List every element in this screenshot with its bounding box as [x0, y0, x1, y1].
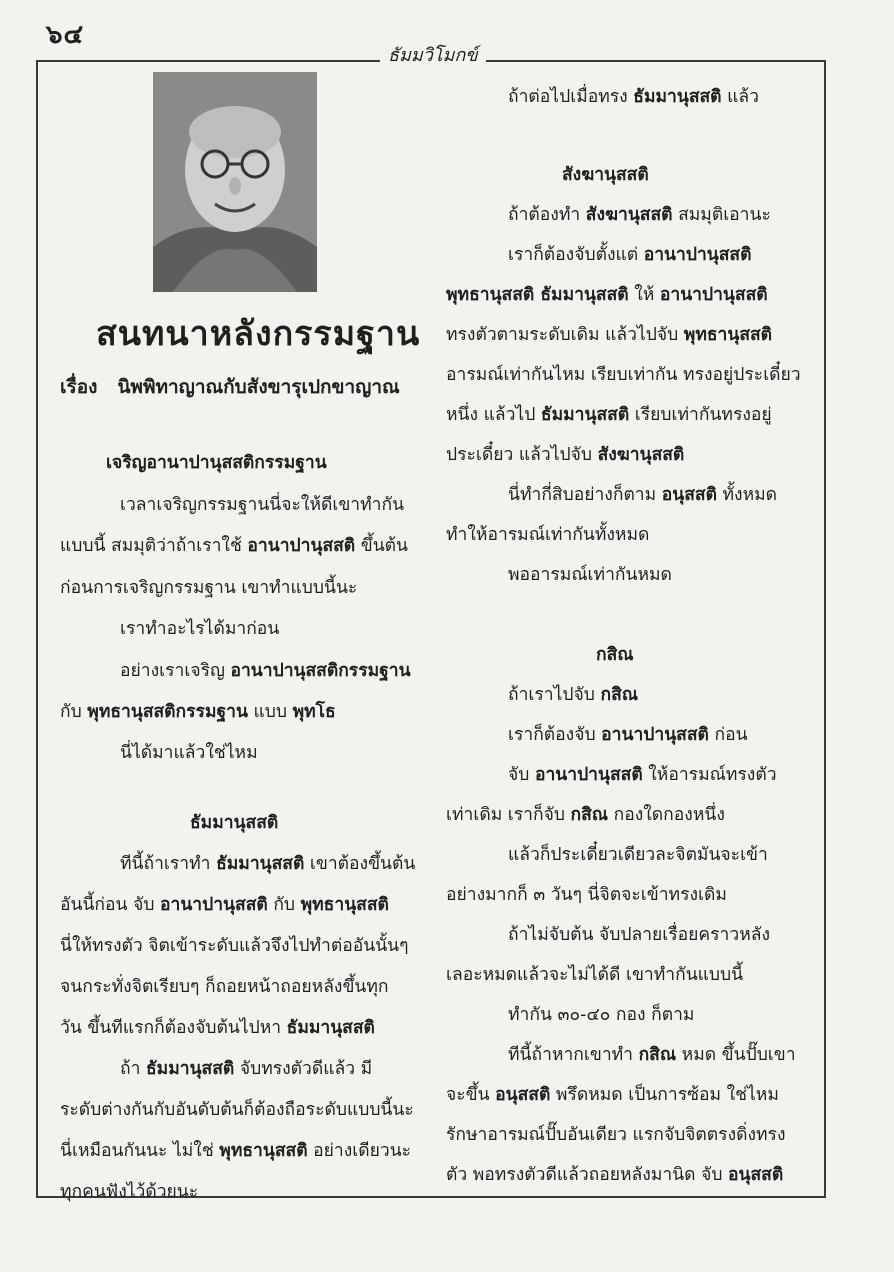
text-segment: ก่อนการเจริญกรรมฐาน เขาทำแบบนี้นะ — [60, 578, 358, 598]
bold-term: อนุสสติ — [661, 485, 717, 505]
story-line — [60, 372, 400, 402]
text-segment: กองใดกองหนึ่ง — [608, 805, 725, 825]
text-line — [508, 480, 777, 508]
text-line — [508, 720, 748, 748]
text-segment: อย่างเดียวนะ — [307, 1141, 412, 1161]
text-segment: ทุกคนฟังไว้ด้วยนะ — [60, 1182, 199, 1202]
text-segment: วัน ขึ้นทีแรกก็ต้องจับต้นไปหา — [60, 1018, 287, 1038]
text-segment: นี่เหมือนกันนะ ไม่ใช่ — [60, 1141, 220, 1161]
text-line — [508, 920, 770, 948]
text-segment: ให้ — [628, 285, 660, 305]
text-segment: เท่าเดิม เราก็จับ — [446, 805, 571, 825]
text-segment: ถ้าต่อไปเมื่อทรง — [508, 87, 634, 107]
story-subject: นิพพิทาญาณกับสังขารุเปกขาญาณ — [117, 376, 400, 398]
text-line — [446, 960, 743, 988]
text-line — [120, 738, 258, 766]
text-line — [446, 400, 772, 428]
text-line — [60, 890, 389, 918]
text-line — [508, 1040, 796, 1068]
text-line — [508, 840, 768, 868]
bold-term: อานาปานุสสติกรรมฐาน — [230, 661, 411, 681]
text-segment: หนึ่ง แล้วไป — [446, 405, 541, 425]
text-segment: ให้อารมณ์ทรงตัว — [642, 765, 777, 785]
text-line — [120, 614, 279, 642]
text-line — [446, 880, 727, 908]
text-segment: ถ้าต้องทำ — [508, 205, 586, 225]
text-segment: พรึดหมด เป็นการซ้อม ใช่ไหม — [550, 1085, 779, 1105]
bold-term: พุทธานุสสติกรรมฐาน — [87, 702, 248, 722]
text-segment: เราทำอะไรได้มาก่อน — [120, 619, 280, 639]
bold-term: สังฆานุสสติ — [585, 205, 673, 225]
text-line — [508, 240, 751, 268]
text-segment: พออารมณ์เท่ากันหมด — [508, 565, 672, 585]
bold-term: อนุสสติ — [728, 1165, 784, 1185]
bold-term: กสิณ — [570, 805, 609, 825]
text-segment: อารมณ์เท่ากันไหม เรียบเท่ากัน ทรงอยู่ประเดี๋ยว — [446, 365, 801, 385]
text-line — [60, 1177, 198, 1205]
story-label: เรื่อง — [60, 376, 98, 398]
text-line — [446, 360, 801, 388]
text-segment: ตัว พอทรงตัวดีแล้วถอยหลังมานิด จับ — [446, 1165, 729, 1185]
text-segment: ทำให้อารมณ์เท่ากันทั้งหมด — [446, 525, 650, 545]
text-segment: เวลาเจริญกรรมฐานนี่จะให้ดีเขาทำกัน — [120, 495, 405, 515]
bold-term: อานาปานุสสติ — [160, 895, 268, 915]
text-line — [446, 440, 684, 468]
text-segment: ระดับต่างกันกับอันดับต้นก็ต้องถือระดับแบบนี้นะ — [60, 1100, 414, 1120]
text-segment: ก่อน — [708, 725, 748, 745]
text-segment: เราก็ต้องจับ — [508, 725, 602, 745]
page-number: ๖๔ — [46, 20, 85, 50]
bold-term: ธัมมานุสสติ — [286, 1018, 375, 1038]
text-segment: สมมุติเอานะ — [672, 205, 771, 225]
bold-term: พุทธานุสสติ — [219, 1141, 308, 1161]
text-segment: ทำกัน ๓๐-๔๐ กอง ก็ตาม — [508, 1005, 695, 1025]
text-line — [446, 280, 768, 308]
bold-term: พุทธานุสสติ — [683, 325, 773, 345]
bold-term: ธัมมานุสสติ — [540, 405, 630, 425]
monk-portrait-photo — [153, 72, 317, 292]
text-line — [446, 1120, 786, 1148]
text-segment: นี่ให้ทรงตัว จิตเข้าระดับแล้วจึงไปทำต่ออันนั้นๆ — [60, 936, 409, 956]
text-segment: กับ — [60, 702, 88, 722]
text-line — [446, 1160, 783, 1188]
text-line — [446, 800, 725, 828]
bold-term: กสิณ — [596, 645, 634, 665]
text-line — [508, 680, 638, 708]
bold-term: อานาปานุสสติ — [601, 725, 709, 745]
bold-term: พุทโธ — [292, 702, 336, 722]
text-segment: จะขึ้น — [446, 1085, 496, 1105]
text-line — [562, 160, 649, 188]
text-line — [120, 849, 415, 877]
text-line — [120, 656, 411, 684]
text-segment: จนกระทั่งจิตเรียบๆ ก็ถอยหน้าถอยหลังขึ้นทุก — [60, 977, 389, 997]
text-line — [106, 448, 327, 476]
portrait-illustration — [153, 72, 317, 292]
text-line — [596, 640, 634, 668]
text-segment: เขาต้องขึ้นต้น — [304, 854, 416, 874]
bold-term: พุทธานุสสติ — [300, 895, 389, 915]
bold-term: อนุสสติ — [495, 1085, 551, 1105]
text-segment: ทั้งหมด — [716, 485, 778, 505]
text-segment: ประเดี๋ยว แล้วไปจับ — [446, 445, 598, 465]
bold-term: สังฆานุสสติ — [562, 165, 649, 185]
text-segment: เราก็ต้องจับตั้งแต่ — [508, 245, 644, 265]
text-line — [508, 760, 777, 788]
text-line — [60, 531, 408, 559]
bold-term: ธัมมานุสสติ — [146, 1059, 235, 1079]
text-segment: ถ้าเราไปจับ — [508, 685, 601, 705]
bold-term: อานาปานุสสติ — [643, 245, 752, 265]
text-segment: จับทรงตัวดีแล้ว มี — [234, 1059, 373, 1079]
bold-term: กสิณ — [638, 1045, 677, 1065]
text-segment: อันนี้ก่อน จับ — [60, 895, 160, 915]
text-line — [508, 200, 771, 228]
bold-term: กสิณ — [600, 685, 638, 705]
bold-term: อานาปานุสสติ — [659, 285, 768, 305]
text-segment: เรียบเท่ากันทรงอยู่ — [629, 405, 772, 425]
text-segment: อย่างมากก็ ๓ วันๆ นี่จิตจะเข้าทรงเดิม — [446, 885, 727, 905]
text-line — [60, 1013, 375, 1041]
text-line — [446, 1080, 779, 1108]
text-segment: รักษาอารมณ์ปั๊บอันเดียว แรกจับจิตตรงดิ่งทรง — [446, 1125, 786, 1145]
text-segment: แบบ — [247, 702, 293, 722]
text-line — [60, 697, 336, 725]
text-segment: ถ้า — [120, 1059, 146, 1079]
text-segment: หมด ขึ้นปั๊บเขา — [676, 1045, 796, 1065]
text-segment: นี่ทำกี่สิบอย่างก็ตาม — [508, 485, 662, 505]
bold-term: ธัมมานุสสติ — [633, 87, 722, 107]
text-segment: อย่างเราเจริญ — [120, 661, 231, 681]
text-line — [446, 320, 772, 348]
text-segment: นี่ได้มาแล้วใช่ไหม — [120, 743, 258, 763]
text-segment: แล้วก็ประเดี๋ยวเดียวละจิตมันจะเข้า — [508, 845, 768, 865]
text-segment: ทีนี้ถ้าเราทำ — [120, 854, 217, 874]
text-segment: ถ้าไม่จับต้น จับปลายเรื่อยคราวหลัง — [508, 925, 770, 945]
text-line — [508, 560, 672, 588]
text-segment: แล้ว — [721, 87, 759, 107]
text-line — [60, 1136, 411, 1164]
text-line — [120, 1054, 372, 1082]
text-segment: เลอะหมดแล้วจะไม่ได้ดี เขาทำกันแบบนี้ — [446, 965, 744, 985]
text-line — [60, 972, 389, 1000]
bold-term: สังฆานุสสติ — [597, 445, 685, 465]
text-line — [60, 573, 357, 601]
text-line — [60, 1095, 414, 1123]
text-segment: แบบนี้ สมมุติว่าถ้าเราใช้ — [60, 536, 248, 556]
bold-term: พุทธานุสสติ ธัมมานุสสติ — [446, 285, 629, 305]
text-line — [508, 82, 759, 110]
text-line — [446, 520, 649, 548]
running-header: ธัมมวิโมกข์ — [380, 40, 486, 69]
text-segment: ขึ้นต้น — [355, 536, 409, 556]
article-title: สนทนาหลังกรรมฐาน — [96, 314, 421, 354]
bold-term: ธัมมานุสสติ — [190, 813, 279, 833]
text-segment: ทีนี้ถ้าหากเขาทำ — [508, 1045, 639, 1065]
text-segment: ทรงตัวตามระดับเดิม แล้วไปจับ — [446, 325, 684, 345]
bold-term: เจริญอานาปานุสสติกรรมฐาน — [106, 453, 327, 473]
bold-term: อานาปานุสสติ — [534, 765, 643, 785]
text-segment: จับ — [508, 765, 535, 785]
text-line — [120, 490, 404, 518]
text-line — [508, 1000, 694, 1028]
text-line — [190, 808, 278, 836]
text-segment: กับ — [267, 895, 301, 915]
text-line — [60, 931, 409, 959]
bold-term: อานาปานุสสติ — [247, 536, 356, 556]
bold-term: ธัมมานุสสติ — [216, 854, 305, 874]
